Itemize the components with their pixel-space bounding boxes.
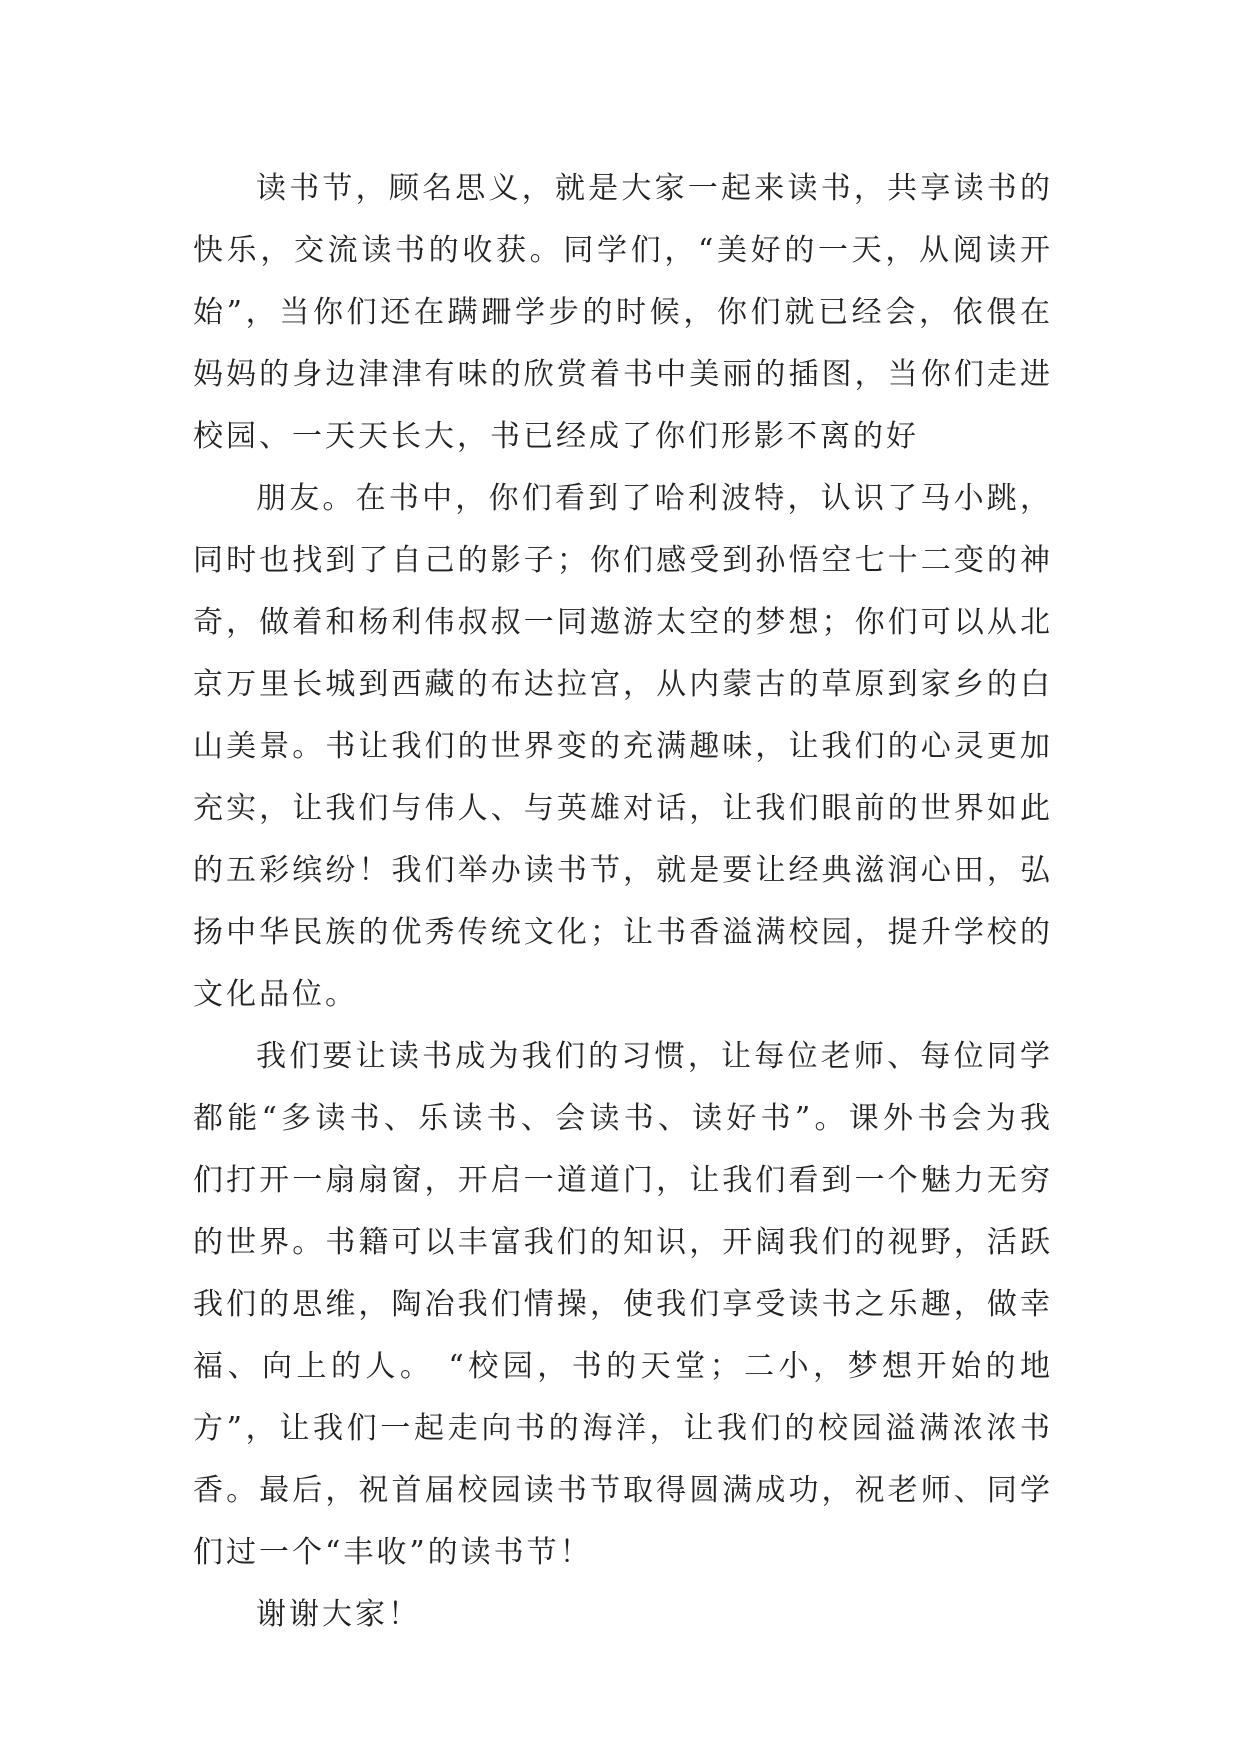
document-body — [193, 158, 1053, 1646]
paragraph-2: 朋友。在书中，你们看到了哈利波特，认识了马小跳，同时也找到了自己的影子；你们感受到孙悟空七十二变的神奇，做着和杨利伟叔叔一同遨游太空的梦想；你们可以从北京万里长城到西藏的布达拉宫，从内蒙古的草原到家乡的白山美景。书让我们的世界变的充满趣味，让我们的心灵更加充实，让我们与伟人、与英雄对话，让我们眼前的世界如此的五彩缤纷！我们举办读书节，就是要让经典滋润心田，弘扬中华民族的优秀传统文化；让书香溢满校园，提升学校的文化品位。 — [193, 481, 1053, 1012]
paragraph-1: 读书节，顾名思义，就是大家一起来读书，共享读书的快乐，交流读书的收获。同学们，“美好的一天，从阅读开始”，当你们还在蹒跚学步的时候，你们就已经会，依偎在妈妈的身边津津有味的欣赏着书中美丽的插图，当你们走进校园、一天天长大，书已经成了你们形影不离的好 — [193, 171, 1053, 454]
paragraph-3: 我们要让读书成为我们的习惯，让每位老师、每位同学都能“多读书、乐读书、会读书、读好书”。课外书会为我们打开一扇扇窗，开启一道道门，让我们看到一个魅力无穷的世界。书籍可以丰富我们的知识，开阔我们的视野，活跃我们的思维，陶冶我们情操，使我们享受读书之乐趣，做幸福、向上的人。 “校园，书的天堂；二小，梦想开始的地方”，让我们一起走向书的海洋，让我们的校园溢满浓浓书香。最后，祝首届校园读书节取得圆满成功，祝老师、同学们过一个“丰收”的读书节！ — [193, 1039, 1053, 1570]
paragraph-4: 谢谢大家！ — [256, 1597, 421, 1632]
